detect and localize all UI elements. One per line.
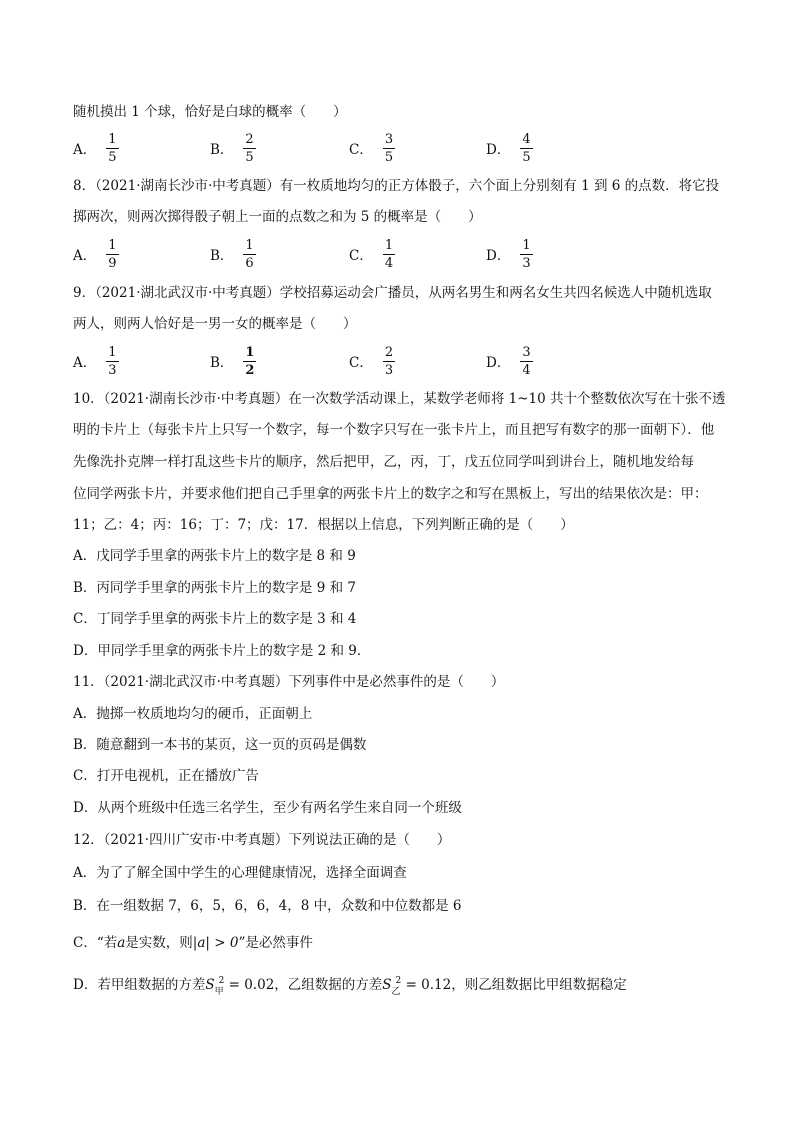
numerator: 1 bbox=[245, 237, 254, 253]
denominator: 5 bbox=[522, 149, 531, 165]
q8-option-a bbox=[73, 234, 119, 274]
math-variable: a bbox=[117, 935, 126, 951]
q11-option-d: D．从两个班级中任选三名学生，至少有两名学生来自同一个班级 bbox=[73, 800, 462, 816]
q7-options bbox=[73, 128, 713, 168]
q12-option-a: A．为了了解全国中学生的心理健康情况，选择全面调查 bbox=[73, 865, 407, 881]
q10-option-c: C．丁同学手里拿的两张卡片上的数字是 3 和 4 bbox=[73, 611, 357, 627]
variance-symbol: S bbox=[382, 977, 392, 993]
option-label: C． bbox=[349, 355, 373, 371]
option-label: B． bbox=[210, 248, 234, 264]
q9-stem-line1: 9．（2021·湖北武汉市·中考真题）学校招募运动会广播员，从两名男生和两名女生共四名候选人中随机选取 bbox=[73, 285, 712, 301]
opt-d-prefix: D．若甲组数据的方差 bbox=[73, 977, 206, 993]
option-label: C． bbox=[349, 248, 373, 264]
option-label: D． bbox=[486, 142, 511, 158]
fraction bbox=[383, 238, 395, 271]
fraction bbox=[106, 345, 118, 378]
numerator: 1 bbox=[108, 131, 117, 147]
q7-option-a bbox=[73, 128, 119, 168]
q8-option-b bbox=[210, 234, 256, 274]
denominator: 3 bbox=[522, 255, 531, 271]
q10-option-a: A．戊同学手里拿的两张卡片上的数字是 8 和 9 bbox=[73, 548, 356, 564]
numerator: 4 bbox=[522, 131, 531, 147]
q7-option-b bbox=[210, 128, 256, 168]
q8-option-c bbox=[349, 234, 395, 274]
fraction bbox=[520, 345, 532, 378]
opt-d-middle: ，乙组数据的方差 bbox=[274, 977, 383, 993]
fraction bbox=[520, 132, 532, 165]
opt-d-suffix: ，则乙组数据比甲组数据稳定 bbox=[451, 977, 627, 993]
q10-stem-line1: 10．（2021·湖南长沙市·中考真题）在一次数学活动课上，某数学老师将 1~10 共十个整数依次写在十张不透 bbox=[73, 391, 726, 407]
option-label: A． bbox=[73, 142, 97, 158]
fraction bbox=[106, 132, 118, 165]
q7-stem: 随机摸出 1 个球，恰好是白球的概率（ ） bbox=[73, 104, 347, 120]
q9-option-b bbox=[210, 341, 256, 381]
fraction bbox=[106, 238, 118, 271]
variance-superscript: 2 bbox=[218, 976, 225, 986]
q9-option-d bbox=[486, 341, 533, 381]
q12-option-d bbox=[73, 975, 627, 997]
variance-superscript: 2 bbox=[395, 976, 402, 986]
q7-option-d bbox=[486, 128, 533, 168]
fraction bbox=[520, 238, 532, 271]
option-label: C． bbox=[349, 142, 373, 158]
fraction bbox=[383, 132, 395, 165]
q9-options bbox=[73, 341, 713, 381]
denominator: 5 bbox=[384, 149, 394, 165]
denominator: 6 bbox=[245, 255, 254, 271]
fraction bbox=[243, 132, 255, 165]
q10-stem-line3: 先像洗扑克牌一样打乱这些卡片的顺序，然后把甲，乙，丙，丁，戊五位同学叫到讲台上，随机地发给每 bbox=[73, 454, 694, 470]
numerator: 2 bbox=[245, 131, 254, 147]
numerator: 2 bbox=[384, 344, 394, 360]
opt-c-prefix: C．“若 bbox=[73, 935, 118, 951]
q9-option-c bbox=[349, 341, 395, 381]
q8-stem-line1: 8．（2021·湖南长沙市·中考真题）有一枚质地均匀的正方体骰子，六个面上分别刻有 1 到 6 的点数．将它投 bbox=[73, 178, 720, 194]
q9-option-a bbox=[73, 341, 119, 381]
option-label: D． bbox=[486, 355, 511, 371]
q10-stem-line4: 位同学两张卡片，并要求他们把自己手里拿的两张卡片上的数字之和写在黑板上，写出的结果依次是：甲： bbox=[73, 486, 708, 502]
numerator: 1 bbox=[108, 344, 117, 360]
variance-value: = 0.02 bbox=[224, 977, 275, 993]
q12-stem: 12．（2021·四川广安市·中考真题）下列说法正确的是（ ） bbox=[73, 832, 451, 848]
variance-symbol: S bbox=[205, 977, 215, 993]
denominator: 3 bbox=[108, 362, 117, 378]
q9-stem-line2: 两人，则两人恰好是一男一女的概率是（ ） bbox=[73, 316, 357, 332]
option-label: B． bbox=[210, 355, 234, 371]
variance-subscript: 乙 bbox=[391, 987, 401, 997]
fraction bbox=[383, 345, 395, 378]
variance-subscript: 甲 bbox=[214, 987, 224, 997]
numerator: 1 bbox=[245, 344, 255, 360]
option-label: A． bbox=[73, 355, 97, 371]
math-expression: |a| > 0 bbox=[192, 935, 239, 951]
q10-option-d: D．甲同学手里拿的两张卡片上的数字是 2 和 9． bbox=[73, 643, 371, 659]
numerator: 1 bbox=[108, 237, 117, 253]
numerator: 1 bbox=[522, 237, 531, 253]
denominator: 4 bbox=[384, 255, 394, 271]
option-label: D． bbox=[486, 248, 511, 264]
q8-stem-line2: 掷两次，则两次掷得骰子朝上一面的点数之和为 5 的概率是（ ） bbox=[73, 209, 482, 225]
q12-option-c bbox=[73, 933, 313, 953]
q11-option-b: B．随意翻到一本书的某页，这一页的页码是偶数 bbox=[73, 737, 367, 753]
q11-option-a: A．抛掷一枚质地均匀的硬币，正面朝上 bbox=[73, 706, 313, 722]
denominator: 2 bbox=[245, 362, 255, 378]
opt-c-suffix: ”是必然事件 bbox=[238, 935, 313, 951]
denominator: 9 bbox=[108, 255, 117, 271]
variance-value: = 0.12 bbox=[401, 977, 452, 993]
denominator: 5 bbox=[245, 149, 254, 165]
fraction bbox=[243, 238, 255, 271]
option-label: A． bbox=[73, 248, 97, 264]
denominator: 5 bbox=[108, 149, 117, 165]
numerator: 1 bbox=[384, 237, 394, 253]
q8-option-d bbox=[486, 234, 533, 274]
q11-option-c: C．打开电视机，正在播放广告 bbox=[73, 768, 259, 784]
q10-option-b: B．丙同学手里拿的两张卡片上的数字是 9 和 7 bbox=[73, 580, 356, 596]
opt-c-middle: 是实数，则 bbox=[125, 935, 193, 951]
option-label: B． bbox=[210, 142, 234, 158]
numerator: 3 bbox=[522, 344, 531, 360]
q10-stem-line2: 明的卡片上（每张卡片上只写一个数字，每一个数字只写在一张卡片上，而且把写有数字的那一面朝下）．他 bbox=[73, 422, 715, 438]
q12-option-b: B．在一组数据 7，6，5，6，6，4，8 中，众数和中位数都是 6 bbox=[73, 898, 462, 914]
q8-options bbox=[73, 234, 713, 274]
denominator: 3 bbox=[384, 362, 394, 378]
denominator: 4 bbox=[522, 362, 531, 378]
q7-option-c bbox=[349, 128, 395, 168]
numerator: 3 bbox=[384, 131, 394, 147]
fraction bbox=[243, 345, 256, 378]
q10-stem-line5: 11；乙：4；丙：16；丁：7；戊：17．根据以上信息，下列判断正确的是（ ） bbox=[73, 517, 574, 533]
q11-stem: 11．（2021·湖北武汉市·中考真题）下列事件中是必然事件的是（ ） bbox=[73, 674, 505, 690]
